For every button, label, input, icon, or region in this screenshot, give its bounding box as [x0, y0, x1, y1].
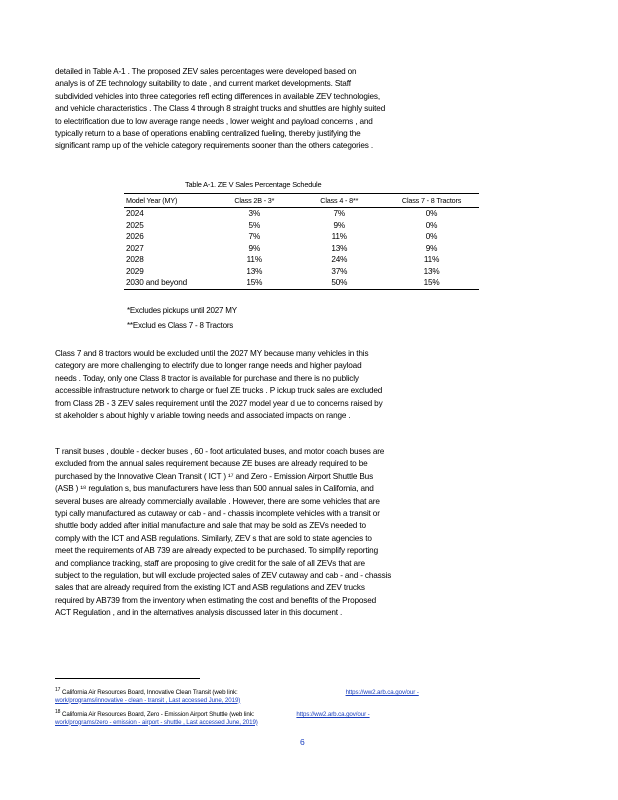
footnote-number: 17: [55, 687, 61, 693]
cell-class-7-8: 11%: [423, 255, 440, 265]
paragraph-zev-schedule: [55, 66, 520, 153]
cell-model-year: 2027: [126, 243, 144, 253]
cell-class-4-8: 7%: [333, 209, 346, 219]
cell-class-2b-3: 5%: [248, 220, 261, 230]
table-row: [124, 277, 479, 289]
footnote-text: California Air Resources Board, Innovative Clean Transit (web link:: [60, 689, 238, 697]
footnote-link-continued[interactable]: [55, 696, 525, 706]
text-line: (ASB ) ¹⁸ regulation s, bus manufacturers have less than 500 annual sales in California, and: [55, 484, 374, 494]
table-row: [124, 220, 479, 232]
footnote-number: 18: [55, 709, 61, 715]
table-title: Table A-1. ZE V Sales Percentage Schedule: [185, 180, 322, 189]
footnote-link[interactable]: https://ww2.arb.ca.gov/our -: [345, 689, 419, 697]
text-line: required by AB739 from the inventory when estimating the cost and benefits of the Proposed: [55, 595, 377, 605]
cell-class-4-8: 11%: [331, 232, 347, 242]
text-line: analys is of ZE technology suitability to date , and current market developments. Staff: [55, 79, 351, 89]
cell-class-4-8: 50%: [294, 277, 384, 289]
text-line: subject to the regulation, but will exclude projected sales of ZEV cutaway and cab - and - chassis: [55, 570, 392, 580]
text-line: purchased by the Innovative Clean Transit ( ICT ) ¹⁷ and Zero - Emission Airport Shuttle Bus: [55, 471, 374, 481]
text-line: Class 7 and 8 tractors would be excluded until the 2027 MY because many vehicles in this: [55, 349, 369, 358]
cell-model-year: 2024: [126, 209, 144, 219]
text-line: detailed in Table A-1 . The proposed ZEV sales percentages were developed based on: [55, 67, 357, 76]
cell-class-7-8: 0%: [425, 220, 438, 230]
header-model-year: Model Year (MY): [124, 194, 214, 208]
header-class-7-8-tractors: Class 7 - 8 Tractors: [384, 194, 479, 208]
text-line: category are more challenging to electrify due to longer range needs and higher payload: [55, 361, 362, 371]
cell-class-4-8: 9%: [333, 220, 346, 230]
cell-class-4-8: 24%: [331, 255, 348, 265]
footnote-18: [55, 708, 525, 727]
text-line: and vehicle characteristics . The Class 4 through 8 straight trucks and shuttles are highly suited: [55, 104, 386, 114]
footnote-text: California Air Resources Board, Zero - Emission Airport Shuttle (web link:: [60, 711, 255, 719]
text-line: shuttle body added after initial manufacture and sale that may be sold as ZEVs needed to: [55, 521, 366, 531]
text-line: to electrification due to low average range needs , lower weight and payload concerns , and: [55, 116, 373, 126]
table-header-row: [124, 194, 479, 208]
cell-class-2b-3: 15%: [214, 277, 294, 289]
text-line: comply with the ICT and ASB regulations. Similarly, ZEV s that are sold to state agencies to: [55, 533, 372, 543]
cell-class-2b-3: 13%: [246, 266, 263, 276]
cell-class-2b-3: 7%: [248, 232, 261, 242]
table-row: [124, 208, 479, 220]
zev-sales-table: [124, 193, 479, 290]
text-line: T ransit buses , double - decker buses , 60 - foot articulated buses, and motor coach buses are: [55, 447, 385, 456]
text-line: ACT Regulation , and in the alternatives analysis discussed later in this document .: [55, 608, 343, 618]
page-number: 6: [300, 737, 305, 747]
text-line: needs . Today, only one Class 8 tractor is available for purchase and there is no publicly: [55, 373, 359, 383]
cell-class-7-8: 0%: [425, 232, 438, 242]
cell-class-7-8: 9%: [425, 243, 438, 253]
footnote-17: [55, 686, 525, 705]
table-note-tractors: **Exclud es Class 7 - 8 Tractors: [127, 321, 234, 330]
footnote-line: [55, 708, 525, 718]
footnote-line: [55, 686, 525, 696]
cell-model-year: 2029: [126, 266, 144, 276]
table-row: [124, 266, 479, 278]
text-line: several buses are already commercially available . However, there are some vehicles that are: [55, 496, 380, 506]
header-class-2b-3: Class 2B - 3*: [214, 194, 294, 208]
footnote-link[interactable]: https://ww2.arb.ca.gov/our -: [296, 711, 370, 719]
table-row: [124, 231, 479, 243]
text-line: typi cally manufactured as cutaway or cab - and - chassis incomplete vehicles with a transit or: [55, 508, 380, 518]
cell-class-2b-3: 11%: [246, 255, 262, 265]
header-class-4-8: Class 4 - 8**: [294, 194, 384, 208]
cell-model-year: 2026: [126, 232, 144, 242]
paragraph-transit-buses: [55, 446, 520, 619]
cell-model-year: 2025: [126, 220, 144, 230]
text-line: accessible infrastructure network to charge or fuel ZE trucks . P ickup truck sales are excluded: [55, 386, 383, 396]
cell-class-2b-3: 9%: [248, 243, 261, 253]
text-line: st akeholder s about highly v ariable towing needs and associated impacts on range .: [55, 410, 351, 420]
table-row: [124, 243, 479, 255]
cell-class-4-8: 37%: [331, 266, 348, 276]
text-line: from Class 2B - 3 ZEV sales requirement until the 2027 model year d ue to concerns raised by: [55, 398, 383, 408]
footnote-link[interactable]: work/programs/innovative - clean - transit , Last accessed June, 2019): [55, 696, 241, 704]
table-note-pickups: *Excludes pickups until 2027 MY: [127, 306, 237, 315]
footnote-divider: [55, 678, 200, 679]
cell-class-7-8: 0%: [425, 209, 438, 219]
text-line: meet the requirements of AB 739 are already expected to be purchased. To simplify reporting: [55, 546, 378, 556]
footnote-link-continued[interactable]: [55, 718, 525, 728]
cell-class-4-8: 13%: [331, 243, 348, 253]
cell-model-year: 2030 and beyond: [124, 277, 214, 289]
text-line: sales that are already required from the existing ICT and ASB regulations and ZEV trucks: [55, 583, 365, 593]
cell-class-7-8: 13%: [423, 266, 440, 276]
cell-class-2b-3: 3%: [248, 209, 261, 219]
text-line: and compliance tracking, staff are proposing to give credit for the sale of all ZEVs that are: [55, 558, 365, 568]
text-line: typically return to a base of operations enabling centralized fueling, thereby justifying the: [55, 128, 361, 138]
text-line: significant ramp up of the vehicle category requirements sooner than the others categories .: [55, 141, 373, 151]
text-line: excluded from the annual sales requirement because ZE buses are already required to be: [55, 459, 368, 469]
paragraph-tractors-pickups: [55, 348, 520, 422]
text-line: subdivided vehicles into three categories refl ecting differences in available ZEV technologies,: [55, 91, 380, 101]
cell-class-7-8: 15%: [384, 277, 479, 289]
footnote-link[interactable]: work/programs/zero - emission - airport - shuttle , Last accessed June, 2019): [55, 718, 258, 726]
table-row: [124, 254, 479, 266]
cell-model-year: 2028: [126, 255, 144, 265]
